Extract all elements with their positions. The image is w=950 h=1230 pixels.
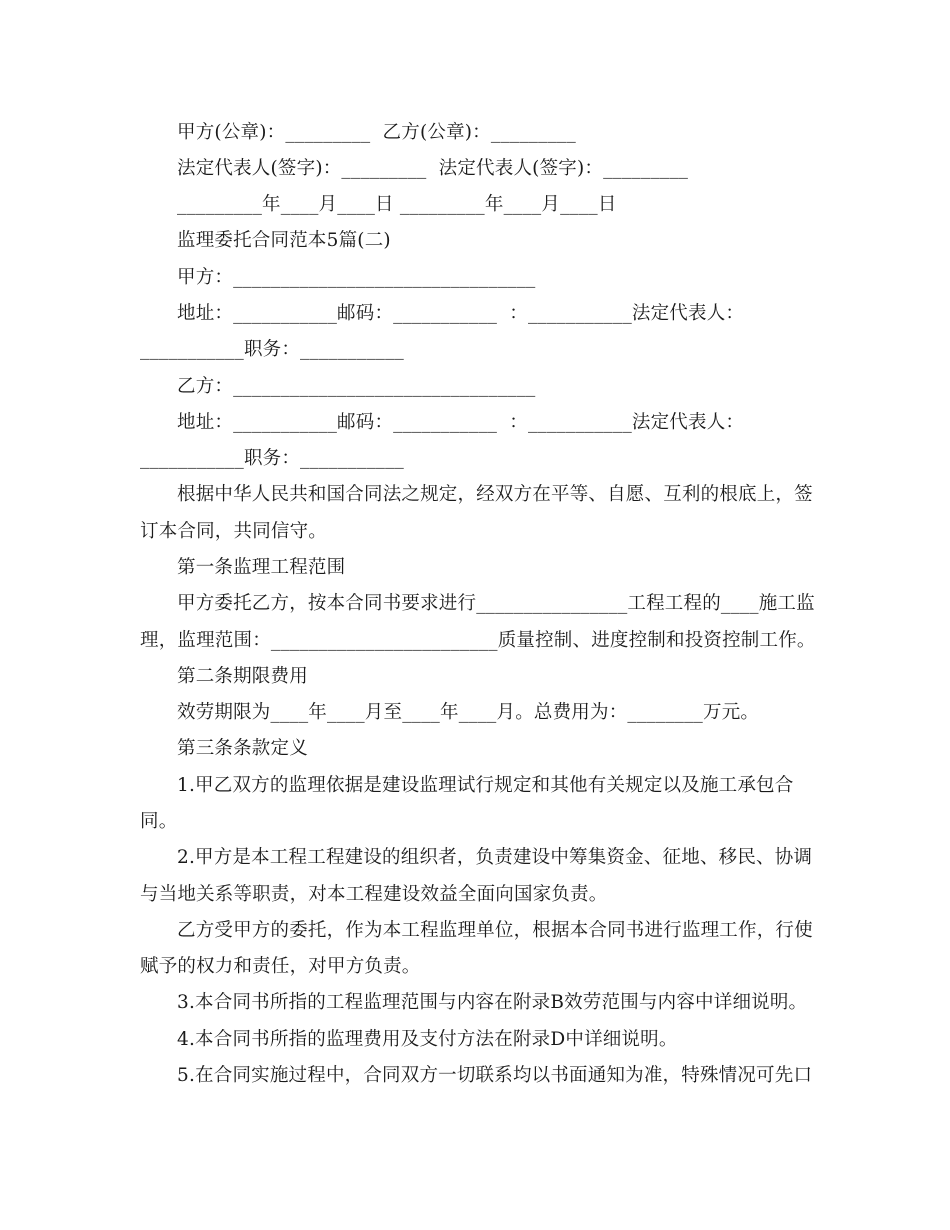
party-a-line: 甲方：________________________________ <box>177 267 536 288</box>
date-line: _________年____月____日 _________年____月____日 <box>177 194 617 215</box>
paragraph-line: 订本合同，共同信守。 <box>140 521 328 542</box>
party-a-address-line: 地址：___________邮码：___________ ：___________法定代表人： <box>177 303 745 324</box>
paragraph-line: 理，监理范围：________________________质量控制、进度控制和投资控制工作。 <box>140 630 816 651</box>
paragraph-line: 甲方委托乙方，按本合同书要求进行________________工程工程的____施工监 <box>177 593 815 614</box>
signature-seal-line: 甲方(公章)：_________ 乙方(公章)：_________ <box>177 122 576 143</box>
section-title: 监理委托合同范本5篇(二) <box>177 230 391 251</box>
paragraph-line: 效劳期限为____年____月至____年____月。总费用为：________万元。 <box>177 702 760 723</box>
party-b-address-line: 地址：___________邮码：___________ ：___________法定代表人： <box>177 412 745 433</box>
clause-line: 同。 <box>140 811 178 832</box>
clause-line: 赋予的权力和责任，对甲方负责。 <box>140 956 421 977</box>
party-b-position-line: ___________职务：___________ <box>140 448 405 469</box>
clause-line: 2.甲方是本工程工程建设的组织者，负责建设中筹集资金、征地、移民、协调 <box>177 847 813 868</box>
clause-line: 4.本合同书所指的监理费用及支付方法在附录D中详细说明。 <box>177 1029 678 1050</box>
paragraph-line: 根据中华人民共和国合同法之规定，经双方在平等、自愿、互利的根底上，签 <box>177 484 813 505</box>
clause-line: 与当地关系等职责，对本工程建设效益全面向国家负责。 <box>140 884 608 905</box>
article-heading: 第三条条款定义 <box>177 738 308 759</box>
legal-rep-signature-line: 法定代表人(签字)：_________ 法定代表人(签字)：_________ <box>177 158 689 179</box>
clause-line: 1.甲乙双方的监理依据是建设监理试行规定和其他有关规定以及施工承包合 <box>177 775 794 796</box>
clause-line: 乙方受甲方的委托，作为本工程监理单位，根据本合同书进行监理工作，行使 <box>177 920 813 941</box>
party-b-line: 乙方：________________________________ <box>177 376 536 397</box>
clause-line: 3.本合同书所指的工程监理范围与内容在附录B效劳范围与内容中详细说明。 <box>177 992 808 1013</box>
article-heading: 第一条监理工程范围 <box>177 557 346 578</box>
clause-line: 5.在合同实施过程中，合同双方一切联系均以书面通知为准，特殊情况可先口 <box>177 1065 813 1086</box>
party-a-position-line: ___________职务：___________ <box>140 339 405 360</box>
article-heading: 第二条期限费用 <box>177 666 308 687</box>
